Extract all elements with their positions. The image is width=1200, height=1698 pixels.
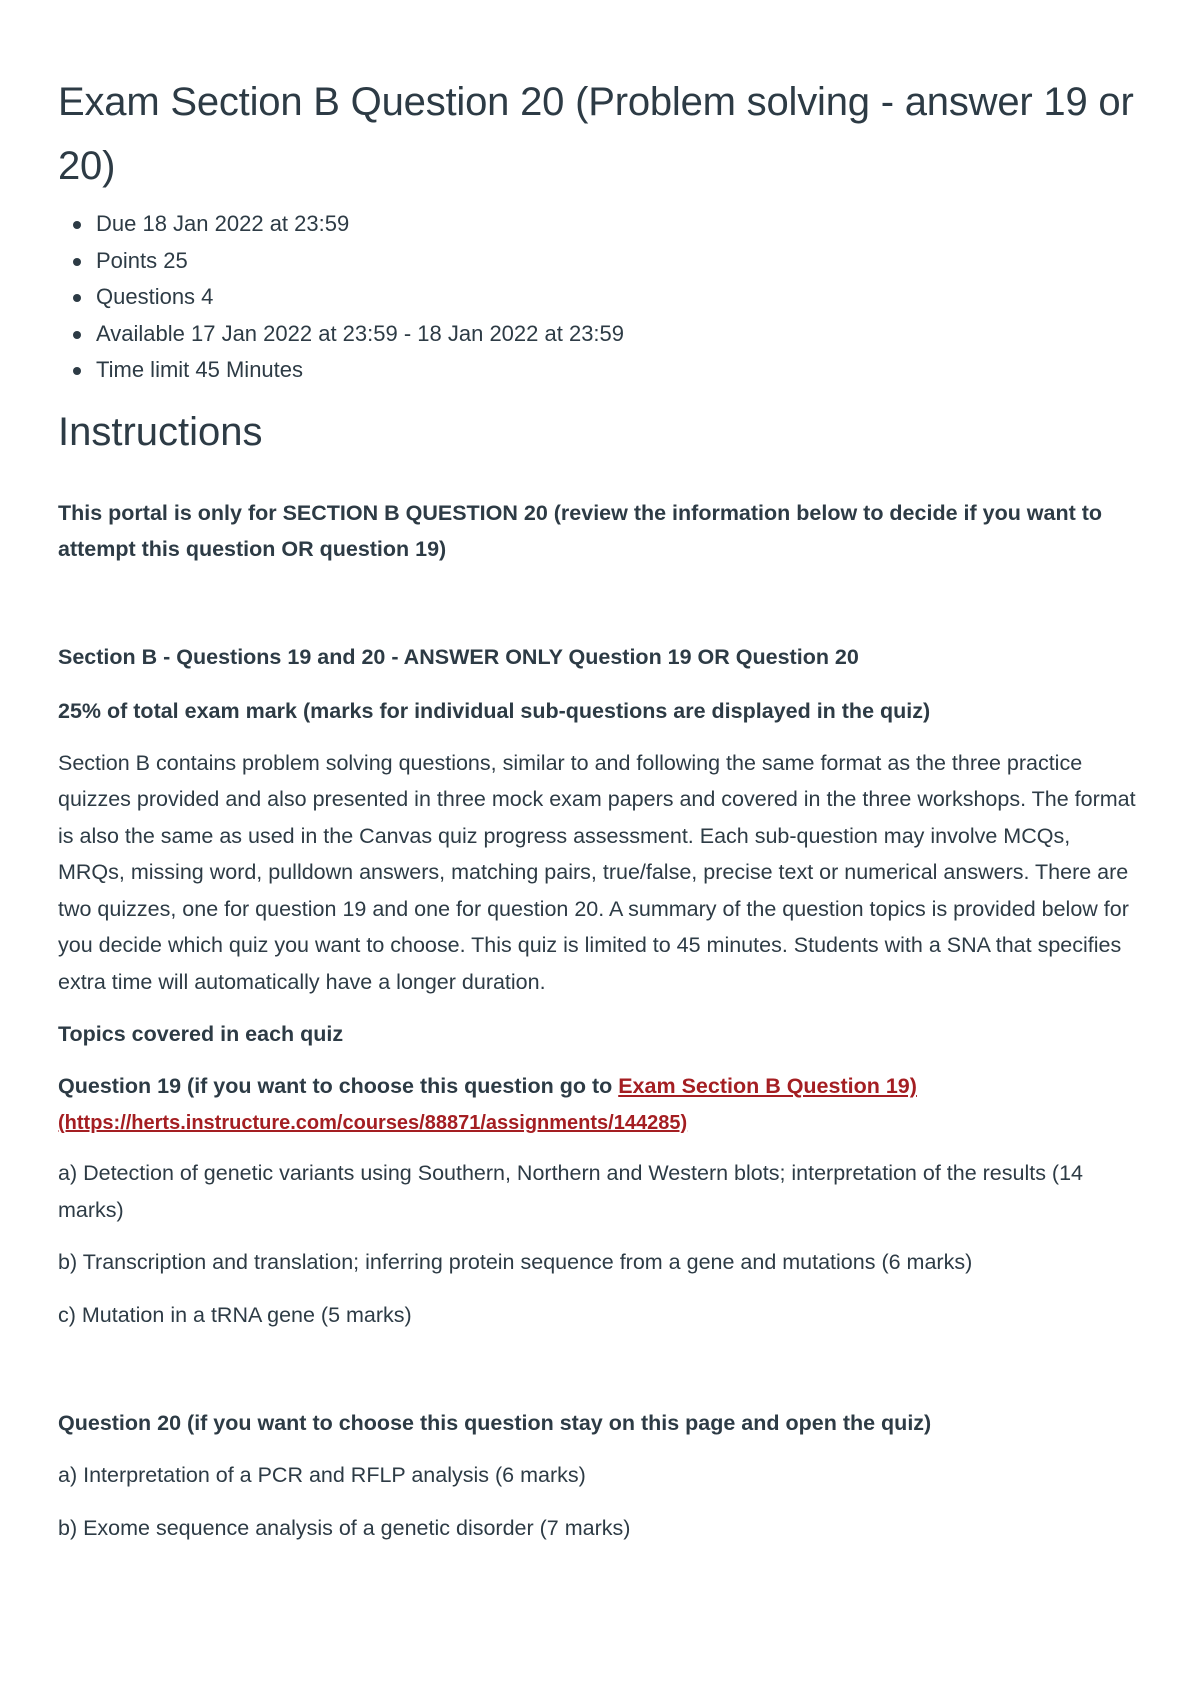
question-19-part-b: b) Transcription and translation; inferring protein sequence from a gene and mutations (6 marks) [58,1250,973,1274]
question-19-part-a: a) Detection of genetic variants using Southern, Northern and Western blots; interpretation of the results (14 marks) [58,1161,1083,1222]
portal-note: This portal is only for SECTION B QUESTION 20 (review the information below to decide if you want to attempt this question OR question 19) [58,500,1103,561]
quiz-details-list [58,206,1142,389]
section-b-heading: Section B - Questions 19 and 20 - ANSWER ONLY Question 19 OR Question 20 [58,644,859,669]
detail-points: Points 25 [96,243,1142,280]
topics-heading: Topics covered in each quiz [58,1022,344,1046]
detail-time-limit: Time limit 45 Minutes [96,352,1142,389]
question-19-lead: Question 19 (if you want to choose this question go to [58,1074,619,1098]
page-title: Exam Section B Question 20 (Problem solving - answer 19 or 20) [58,80,1134,188]
question-19-url-link[interactable]: (https://herts.instructure.com/courses/88871/assignments/144285) [58,1112,688,1134]
detail-due: Due 18 Jan 2022 at 23:59 [96,206,1142,243]
question-19-part-c: c) Mutation in a tRNA gene (5 marks) [58,1302,412,1327]
section-description: Section B contains problem solving questions, similar to and following the same format as the three practice quizzes provided and also presented in three mock exam papers and covered in the three workshops. The format is also the same as used in the Canvas quiz progress assessment. Each sub-question may involve MCQs, MRQs, missing word, pulldown answers, matching pairs, true/false, precise text or numerical answers. There are two quizzes, one for question 19 and one for question 20. A summary of the question topics is provided below for you decide which quiz you want to choose. This quiz is limited to 45 minutes. Students with a SNA that specifies extra time will automatically have a longer duration. [58,750,1136,994]
question-20-heading: Question 20 (if you want to choose this question stay on this page and open the quiz) [58,1411,932,1435]
exam-weight-note: 25% of total exam mark (marks for individual sub-questions are displayed in the quiz) [58,698,931,723]
question-20-part-b: b) Exome sequence analysis of a genetic disorder (7 marks) [58,1515,631,1540]
question-19-heading [58,1068,1142,1141]
detail-questions: Questions 4 [96,279,1142,316]
detail-available: Available 17 Jan 2022 at 23:59 - 18 Jan 2022 at 23:59 [96,316,1142,353]
question-20-part-a: a) Interpretation of a PCR and RFLP analysis (6 marks) [58,1463,586,1487]
question-19-link[interactable]: Exam Section B Question 19) [618,1074,917,1098]
instructions-heading: Instructions [58,409,263,454]
